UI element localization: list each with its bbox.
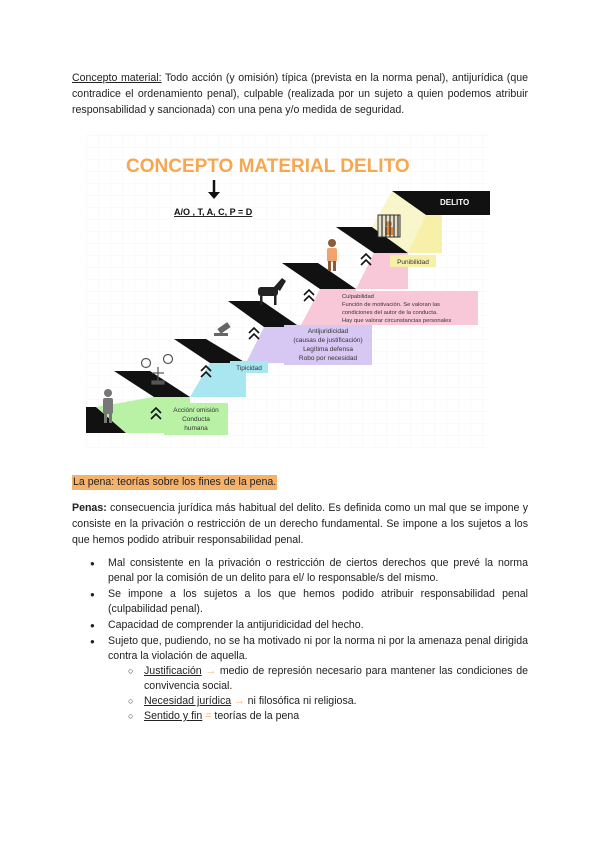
svg-text:Tipicidad: Tipicidad — [236, 365, 262, 372]
svg-text:Robo por necesidad: Robo por necesidad — [298, 355, 358, 362]
svg-text:Acción/ omisión: Acción/ omisión — [173, 407, 219, 414]
svg-text:condiciones del autor de la co: condiciones del autor de la conducta. — [342, 310, 438, 316]
figure-formula: A/O , T, A, C, P = D — [174, 207, 253, 217]
svg-text:Punibilidad: Punibilidad — [397, 259, 429, 266]
penas-paragraph — [72, 500, 528, 548]
figure-title: CONCEPTO MATERIAL DELITO — [126, 156, 410, 177]
svg-text:Conducta: Conducta — [182, 416, 210, 423]
sub-bullet-item: ○ Necesidad jurídica → ni filosófica ni religiosa. — [128, 694, 528, 709]
delito-label: DELITO — [440, 198, 470, 207]
svg-text:Función de motivación. Se valo: Función de motivación. Se valoran las — [342, 302, 440, 308]
pena-heading: La pena: teorías sobre los fines de la pena. — [73, 476, 277, 488]
intro-paragraph — [72, 70, 528, 118]
label-tipicidad — [230, 361, 268, 373]
sub-bullet-item: ○ Sentido y fin = teorías de la pena — [128, 709, 528, 724]
bullet-item: ● Mal consistente en la privación o restricción de ciertos derechos que prevé la norma penal por la comisión de un delito para el/ lo responsable/s del mismo. — [90, 556, 528, 586]
concepto-material-delito-figure — [86, 135, 490, 449]
intro-term: Concepto material: — [72, 72, 162, 84]
penas-bullet-list — [90, 556, 528, 725]
label-antijuridicidad — [284, 325, 372, 365]
bullet-item: ● Se impone a los sujetos a los que hemos podido atribuir responsabilidad penal (culpabilidad penal). — [90, 587, 528, 617]
svg-text:humana: humana — [184, 425, 208, 432]
penas-text: consecuencia jurídica más habitual del delito. Es definida como un mal que se impone y consiste en la privación o restricción de un derecho fundamental. Se impone a los sujetos a los que hemos podido atribuir responsabilidad penal. — [72, 502, 528, 546]
bullet-item: ● Sujeto que, pudiendo, no se ha motivado ni por la norma ni por la amenaza penal dirigida contra la violación de aquella. ○ Justificación → medio de represión necesario para mantener las condiciones de convivencia social. ○ Necesidad jurídica → ni filosófica ni religiosa. ○ Sentido y fin = teorías de la pena — [90, 634, 528, 724]
svg-text:Antijuridicidad: Antijuridicidad — [307, 328, 349, 335]
svg-text:(causas de justificación): (causas de justificación) — [293, 337, 363, 344]
label-culpabilidad — [338, 291, 478, 325]
penas-term: Penas: — [72, 502, 107, 514]
svg-text:Culpabilidad: Culpabilidad — [342, 294, 374, 300]
svg-text:Hay que valorar circunstancias: Hay que valorar circunstancias personales — [342, 318, 452, 324]
label-punibilidad — [390, 255, 436, 267]
prison-bars-icon — [378, 215, 400, 237]
intro-text: Todo acción (y omisión) típica (prevista en la norma penal), antijurídica (que contradice el ordenamiento penal), culpable (realizada por un sujeto a quien podemos atribuir responsabilidad y sancionada) con una pena y/o medida de seguridad. — [72, 72, 529, 116]
svg-text:Legítima defensa: Legítima defensa — [303, 346, 353, 353]
sub-bullet-item: ○ Justificación → medio de represión necesario para mantener las condiciones de convivencia social. — [128, 664, 528, 694]
bullet-item: ● Capacidad de comprender la antijuridicidad del hecho. — [90, 618, 528, 633]
label-accion — [164, 403, 228, 435]
sub-bullet-list — [108, 664, 528, 724]
